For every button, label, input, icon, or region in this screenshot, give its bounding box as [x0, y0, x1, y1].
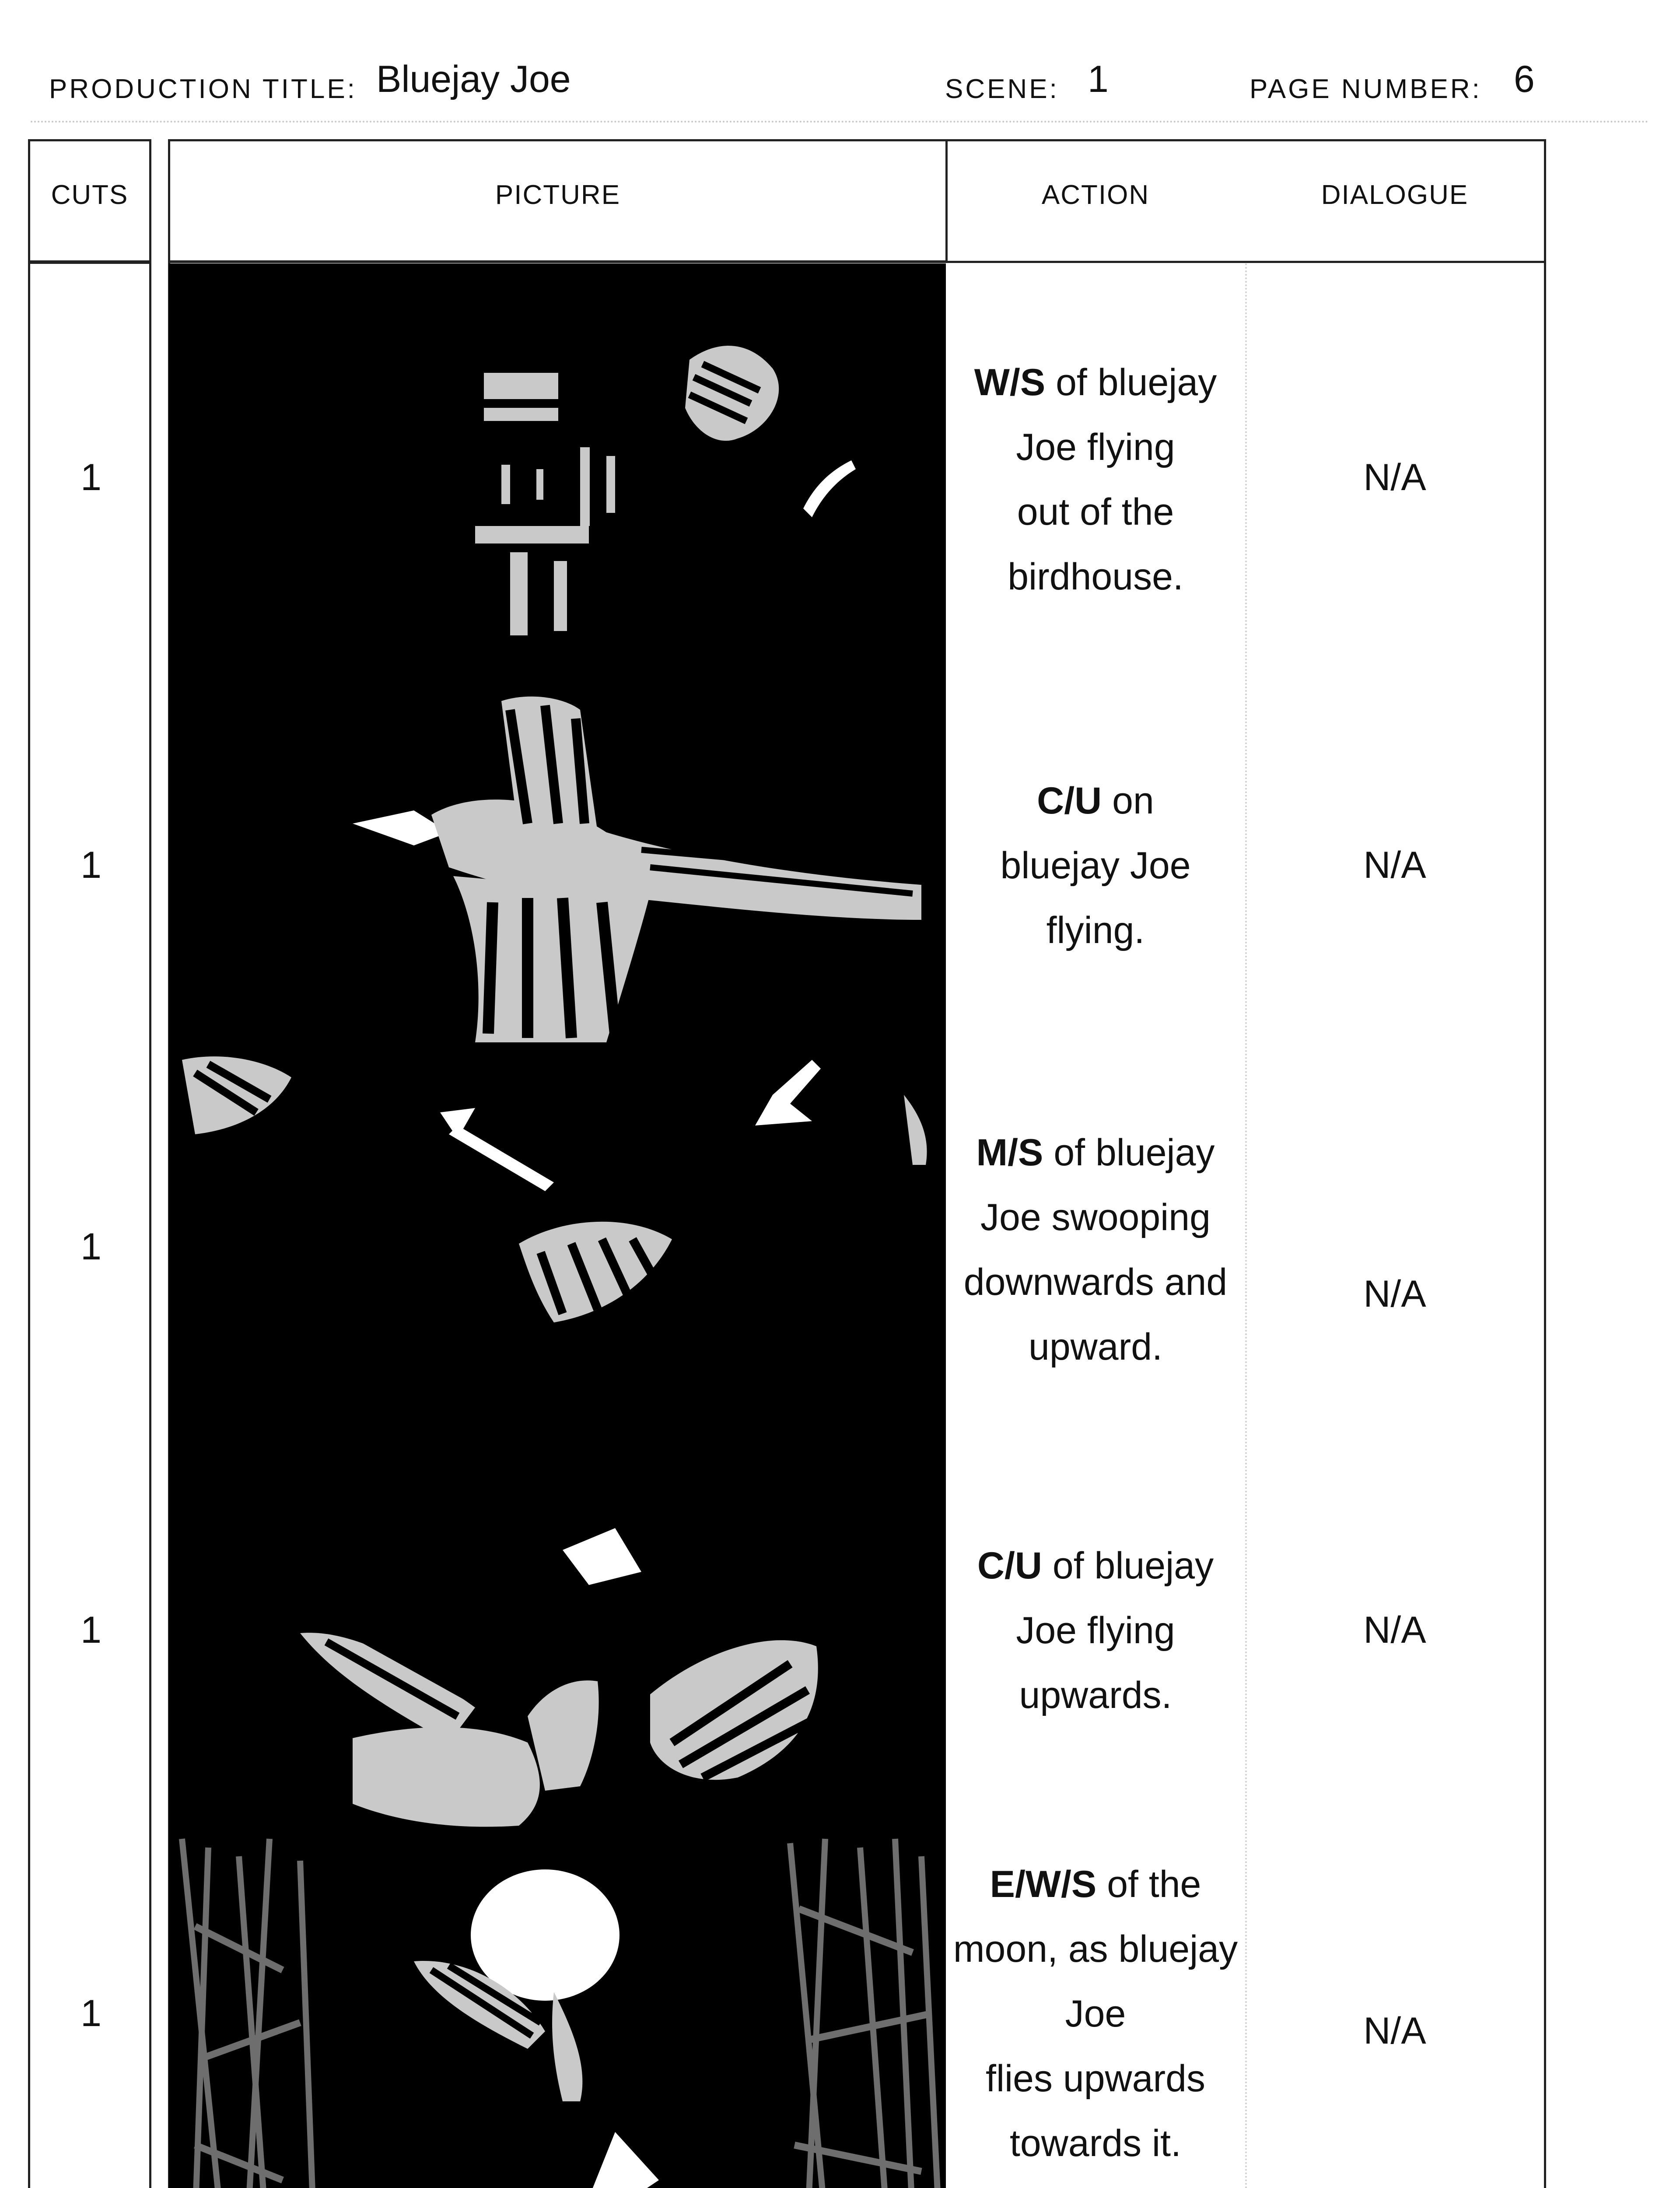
cut-number-1: 1: [80, 456, 102, 498]
cut-number-5: 1: [80, 1992, 102, 2034]
action-line: bluejay Joe: [1000, 845, 1191, 887]
dialogue-cell-1: N/A: [1363, 456, 1426, 498]
shot-type: M/S: [976, 1132, 1043, 1174]
cuts-column: [28, 262, 151, 2188]
dialogue-cell-3: N/A: [1363, 1273, 1426, 1315]
shot-type: E/W/S: [990, 1863, 1097, 1905]
cut-number-3: 1: [80, 1226, 102, 1268]
action-line: Joe swooping: [980, 1196, 1211, 1238]
dialogue-cell-5: N/A: [1363, 2010, 1426, 2052]
action-line: downwards and: [963, 1261, 1228, 1303]
picture-column-title: PICTURE: [495, 180, 621, 210]
dialogue-cell-4: N/A: [1363, 1609, 1426, 1651]
action-text: of the: [1107, 1863, 1201, 1905]
header-bottom-border: [168, 261, 1546, 263]
action-line: [946, 1852, 1245, 1917]
action-line: towards it.: [1010, 2122, 1181, 2164]
action-line: upwards.: [1019, 1674, 1172, 1716]
action-line: [946, 350, 1245, 415]
frame-4-bird-upwards-image: [169, 1436, 946, 1830]
action-line: flying.: [1046, 909, 1145, 951]
cuts-column-title: CUTS: [51, 180, 129, 210]
page-number-label: PAGE NUMBER:: [1250, 74, 1482, 104]
scene-value: 1: [1088, 58, 1109, 100]
action-line: upward.: [1029, 1326, 1162, 1368]
frame-5-moon-image: [169, 1830, 946, 2188]
production-title-value: Bluejay Joe: [376, 58, 571, 100]
action-cell-4: [946, 1533, 1245, 1728]
action-line: out of the: [1017, 491, 1174, 533]
action-dialogue-divider: [1245, 263, 1247, 2188]
action-column-title: ACTION: [1041, 180, 1150, 210]
dialogue-column-title: DIALOGUE: [1321, 180, 1469, 210]
frame-2-bird-flying-image: [169, 649, 946, 1042]
action-line: moon, as bluejay: [953, 1928, 1238, 1970]
scene-label: SCENE:: [945, 74, 1059, 104]
action-text: of bluejay: [1056, 361, 1217, 403]
action-line: Joe flying: [1016, 426, 1175, 468]
action-line: Joe: [1065, 1993, 1126, 2035]
action-line: [946, 1120, 1245, 1185]
action-cell-3: [946, 1120, 1245, 1379]
action-line: flies upwards: [986, 2058, 1205, 2100]
shot-type: C/U: [1037, 780, 1102, 822]
frame-1-birdhouse-image: [169, 263, 946, 649]
production-title-label: PRODUCTION TITLE:: [49, 74, 357, 104]
header-divider: [31, 121, 1649, 123]
action-text: of bluejay: [1052, 1545, 1214, 1587]
action-line: birdhouse.: [1008, 556, 1183, 598]
action-cell-1: [946, 350, 1245, 609]
action-line: [946, 1533, 1245, 1598]
cut-number-4: 1: [80, 1609, 102, 1651]
shot-type: W/S: [974, 361, 1046, 403]
dialogue-cell-2: N/A: [1363, 844, 1426, 886]
storyboard-frames: [169, 263, 946, 2188]
action-cell-5: [946, 1852, 1245, 2176]
action-line: [946, 768, 1245, 833]
frame-3-bird-swooping-image: [169, 1042, 946, 1436]
action-text: of bluejay: [1054, 1132, 1215, 1174]
page-number-value: 6: [1514, 58, 1535, 100]
shot-type: C/U: [977, 1545, 1043, 1587]
action-text: on: [1112, 780, 1154, 822]
cut-number-2: 1: [80, 844, 102, 886]
action-line: Joe flying: [1016, 1609, 1175, 1652]
action-cell-2: [946, 768, 1245, 963]
